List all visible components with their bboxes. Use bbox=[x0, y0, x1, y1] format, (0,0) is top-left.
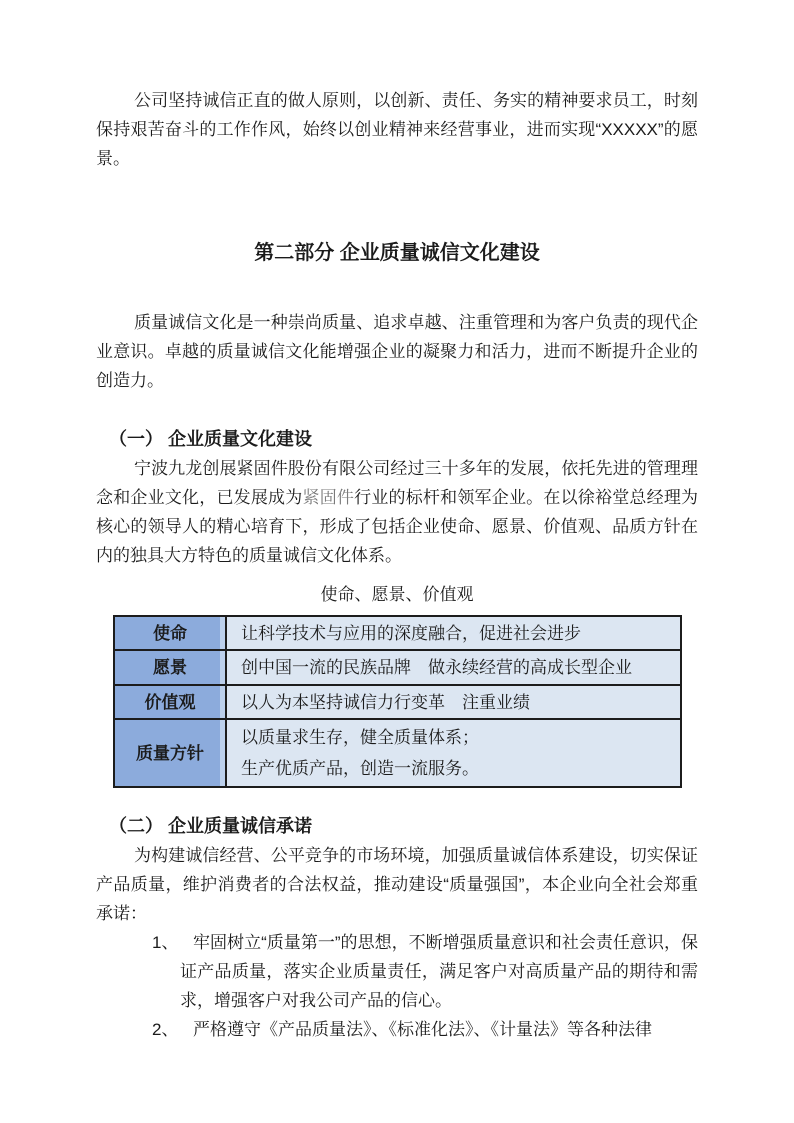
row-label-values: 价值观 bbox=[115, 686, 227, 718]
section1-heading: （一） 企业质量文化建设 bbox=[109, 429, 312, 449]
commitment-item-2 bbox=[96, 1015, 698, 1044]
value-line: 以质量求生存，健全质量体系； bbox=[241, 728, 479, 747]
row-value-vision bbox=[227, 651, 680, 684]
grayed-word: 紧固件 bbox=[302, 488, 355, 507]
row-label-vision: 愿景 bbox=[115, 651, 227, 684]
commitment-item-1 bbox=[96, 928, 698, 1015]
list-marker-2: 2、 bbox=[152, 1020, 179, 1039]
row-value-quality-policy bbox=[227, 720, 680, 786]
list-marker-1: 1、 bbox=[152, 933, 179, 952]
table-caption: 使命、愿景、价值观 bbox=[320, 585, 474, 604]
table-row-quality-policy bbox=[115, 718, 680, 786]
row-label-mission: 使命 bbox=[115, 617, 227, 649]
intro-paragraph: 公司坚持诚信正直的做人原则，以创新、责任、务实的精神要求员工，时刻保持艰苦奋斗的工作作风，始终以创业精神来经营事业，进而实现“XXXXX”的愿景。 bbox=[96, 91, 698, 168]
section2-heading: （二） 企业质量诚信承诺 bbox=[109, 816, 312, 836]
list-text-2: 严格遵守《产品质量法》、《标准化法》、《计量法》等各种法律 bbox=[193, 1020, 652, 1039]
text-segment-2: 行业的标杆和领军企业。在以徐裕堂总经理为核心的领导人的精心培育下，形成了包括企业使命、愿景、价值观、品质方针在内的独具大方特色的质量诚信文化体系。 bbox=[96, 488, 699, 565]
table-row-vision bbox=[115, 649, 680, 684]
part-heading: 第二部分 企业质量诚信文化建设 bbox=[254, 242, 540, 264]
value-line: 生产优质产品，创造一流服务。 bbox=[241, 759, 479, 778]
section1-paragraph bbox=[96, 454, 698, 570]
table-row-values bbox=[115, 684, 680, 718]
row-value-values bbox=[227, 686, 680, 718]
value-line: 让科学技术与应用的深度融合，促进社会进步 bbox=[241, 623, 581, 643]
list-text-1: 牢固树立“质量第一”的思想，不断增强质量意识和社会责任意识，保证产品质量，落实企业质量责任，满足客户对高质量产品的期待和需求，增强客户对我公司产品的信心。 bbox=[180, 933, 698, 1010]
mission-vision-table bbox=[113, 615, 682, 788]
section2-paragraph: 为构建诚信经营、公平竞争的市场环境，加强质量诚信体系建设，切实保证产品质量，维护消费者的合法权益，推动建设“质量强国”，本企业向全社会郑重承诺： bbox=[96, 846, 698, 923]
value-line: 以人为本坚持诚信力行变革 注重业绩 bbox=[241, 692, 530, 712]
table-row-mission bbox=[115, 617, 680, 649]
row-label-quality-policy: 质量方针 bbox=[115, 720, 227, 786]
value-line: 创中国一流的民族品牌 做永续经营的高成长型企业 bbox=[241, 658, 632, 677]
commitment-list bbox=[96, 928, 698, 1044]
row-value-mission bbox=[227, 617, 680, 649]
part-intro-paragraph: 质量诚信文化是一种崇尚质量、追求卓越、注重管理和为客户负责的现代企业意识。卓越的质量诚信文化能增强企业的凝聚力和活力，进而不断提升企业的创造力。 bbox=[96, 313, 698, 390]
text-segment-1: 宁波九龙创展紧固件股份有限公司经过三十多年的发展，依托先进的管理理念和企业文化，已发展成为 bbox=[96, 459, 698, 507]
